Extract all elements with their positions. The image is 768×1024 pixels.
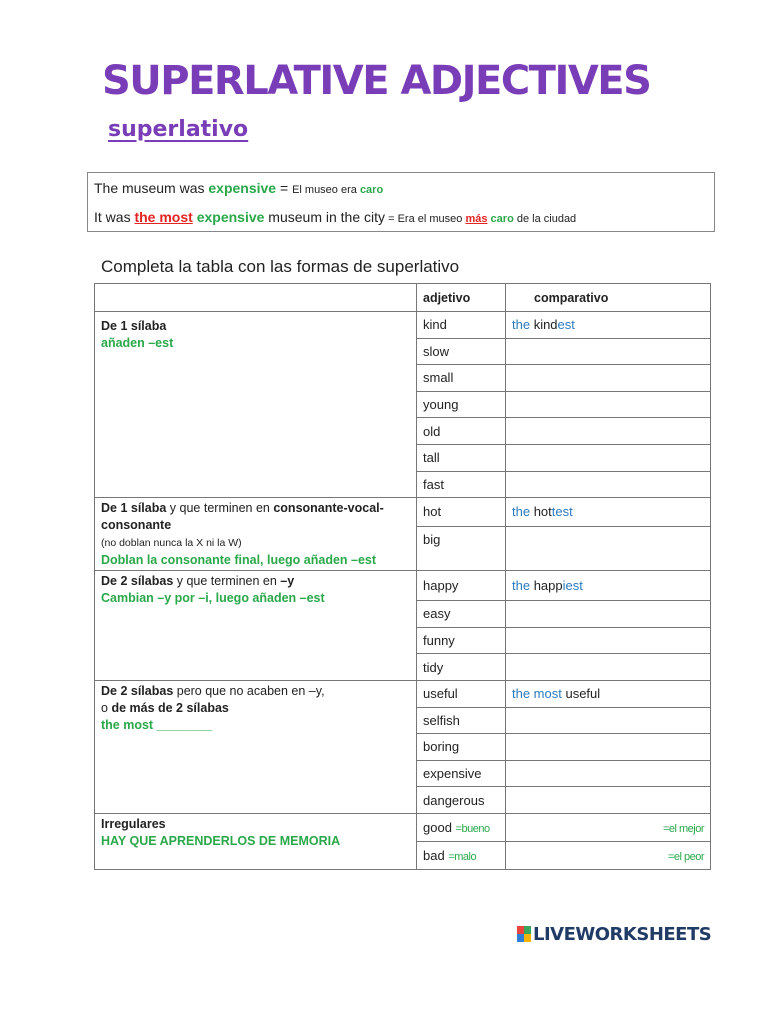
table-row xyxy=(95,813,711,841)
example-line-2: It was the most expensive museum in the city = Era el museo más caro de la ciudad xyxy=(94,209,577,225)
category-cell: Irregulares HAY QUE APRENDERLOS DE MEMORIA xyxy=(95,813,417,869)
adjective-cell: easy xyxy=(417,601,506,628)
adjective-cell: useful xyxy=(417,680,506,707)
answer-field[interactable]: =el peor xyxy=(506,841,711,869)
category-cell: De 1 sílaba y que terminen en consonante-vocal-consonante (no doblan nunca la X ni la W) Doblan la consonante final, luego añaden –est xyxy=(95,498,417,571)
header-adjetivo: adjetivo xyxy=(417,284,506,312)
adjective-cell: tidy xyxy=(417,654,506,681)
adjective-cell: expensive xyxy=(417,760,506,787)
liveworksheets-logo-text: LIVEWORKSHEETS xyxy=(533,923,712,945)
answer-field[interactable] xyxy=(506,338,711,365)
answer-field[interactable]: the kindest xyxy=(506,312,711,339)
category-cell: De 2 sílabas y que terminen en –y Cambian –y por –i, luego añaden –est xyxy=(95,571,417,681)
adjective-cell: big xyxy=(417,526,506,571)
adjective-cell: old xyxy=(417,418,506,445)
answer-field[interactable] xyxy=(506,601,711,628)
answer-field[interactable] xyxy=(506,391,711,418)
adjective-cell: good =bueno xyxy=(417,813,506,841)
adjective-cell: kind xyxy=(417,312,506,339)
table-row xyxy=(95,571,711,601)
answer-field[interactable] xyxy=(506,365,711,392)
adjective-cell: fast xyxy=(417,471,506,498)
adjective-cell: happy xyxy=(417,571,506,601)
example-box xyxy=(87,172,715,232)
table-row xyxy=(95,312,711,339)
liveworksheets-logo-icon xyxy=(517,926,531,942)
page-subtitle: superlativo xyxy=(108,117,249,142)
adjective-cell: tall xyxy=(417,444,506,471)
table-row xyxy=(95,680,711,707)
adjective-cell: dangerous xyxy=(417,787,506,814)
superlative-table xyxy=(94,283,711,870)
answer-field[interactable] xyxy=(506,471,711,498)
instruction-text: Completa la tabla con las formas de superlativo xyxy=(101,257,460,276)
answer-field[interactable] xyxy=(506,707,711,734)
category-cell: De 2 sílabas pero que no acaben en –y, o de más de 2 sílabas the most ________ xyxy=(95,680,417,813)
category-cell: De 1 sílaba añaden –est xyxy=(95,312,417,498)
table-row xyxy=(95,498,711,526)
header-category xyxy=(95,284,417,312)
answer-field[interactable] xyxy=(506,526,711,571)
example-line-1: The museum was expensive = El museo era caro xyxy=(94,180,384,196)
adjective-cell: young xyxy=(417,391,506,418)
header-comparativo: comparativo xyxy=(506,284,711,312)
table-header-row xyxy=(95,284,711,312)
adjective-cell: boring xyxy=(417,734,506,761)
answer-field[interactable] xyxy=(506,627,711,654)
adjective-cell: funny xyxy=(417,627,506,654)
page-title: SUPERLATIVE ADJECTIVES xyxy=(102,58,651,104)
answer-field[interactable]: the happiest xyxy=(506,571,711,601)
answer-field[interactable] xyxy=(506,734,711,761)
adjective-cell: bad =malo xyxy=(417,841,506,869)
liveworksheets-logo xyxy=(517,923,711,945)
answer-field[interactable]: the most useful xyxy=(506,680,711,707)
answer-field[interactable]: =el mejor xyxy=(506,813,711,841)
answer-field[interactable] xyxy=(506,654,711,681)
answer-field[interactable] xyxy=(506,760,711,787)
answer-field[interactable] xyxy=(506,787,711,814)
answer-field[interactable]: the hottest xyxy=(506,498,711,526)
adjective-cell: small xyxy=(417,365,506,392)
answer-field[interactable] xyxy=(506,418,711,445)
answer-field[interactable] xyxy=(506,444,711,471)
adjective-cell: selfish xyxy=(417,707,506,734)
adjective-cell: hot xyxy=(417,498,506,526)
adjective-cell: slow xyxy=(417,338,506,365)
